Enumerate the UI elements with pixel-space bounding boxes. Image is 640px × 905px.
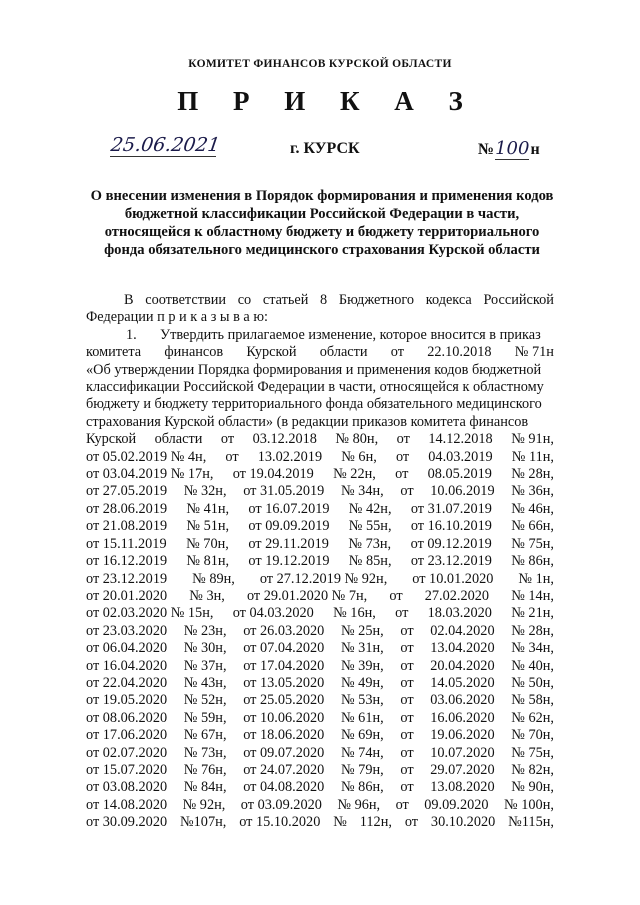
document-type-title: П Р И К А З	[177, 86, 477, 116]
date-underline	[110, 156, 216, 157]
amendment-row	[86, 675, 554, 692]
text-token: от 20.01.2020	[86, 587, 168, 604]
amendment-list	[86, 431, 554, 831]
text-token: 112н,	[359, 814, 392, 831]
text-token: от	[400, 744, 414, 761]
text-token: № 100н,	[504, 796, 554, 813]
text-token: комитета	[86, 344, 142, 361]
paragraph-line	[86, 344, 554, 361]
text-token: № 92н,	[182, 796, 226, 813]
amendment-row	[86, 710, 554, 727]
amendment-row	[86, 605, 554, 622]
text-token: № 81н,	[186, 553, 230, 570]
text-token: от	[395, 448, 410, 465]
text-token: № 6н,	[341, 448, 377, 465]
text-token: № 86н,	[340, 779, 384, 796]
amendment-row	[86, 762, 554, 779]
text-token: № 86н,	[511, 553, 554, 570]
text-token: от 21.08.2019	[86, 518, 168, 535]
text-token: № 85н,	[348, 553, 392, 570]
text-token: 30.10.2020	[430, 814, 496, 831]
text-token: № 62н,	[511, 709, 554, 726]
text-token: от 16.12.2019	[86, 553, 168, 570]
text-token: от 02.07.2020	[86, 744, 168, 761]
text-token: от 02.03.2020 № 15н,	[86, 605, 214, 622]
text-token: от 13.05.2020	[243, 674, 325, 691]
paragraph-line: страхования Курской области» (в редакции приказов комитета финансов	[86, 413, 529, 430]
text-token: Курской	[246, 344, 297, 361]
title-line: О внесении изменения в Порядок формирования и применения кодов	[90, 188, 554, 204]
item-number: 1.	[126, 326, 137, 343]
text-token: № 52н,	[183, 692, 227, 709]
text-token: 14.12.2018	[428, 431, 493, 448]
text-token: от 15.10.2020	[239, 814, 321, 831]
text-token: от	[220, 431, 235, 448]
text-token: от 10.06.2020	[243, 709, 325, 726]
amendment-row	[86, 692, 554, 709]
text-token: от	[225, 448, 239, 465]
text-token: от 16.07.2019	[248, 500, 330, 517]
text-token: от 28.06.2019	[86, 500, 168, 517]
text-token: № 11н,	[511, 448, 554, 465]
text-token: № 25н,	[340, 622, 384, 639]
text-token: от 19.04.2019	[232, 466, 314, 483]
text-token: 09.09.2020	[424, 796, 489, 813]
text-token: от 25.05.2020	[243, 692, 325, 709]
text-token: № 55н,	[348, 518, 392, 535]
amendment-row	[86, 623, 554, 640]
text-token: 08.05.2019	[427, 466, 492, 483]
number-suffix: н	[530, 141, 540, 158]
paragraph-line: классификации Российской Федерации в части, относящейся к областному	[86, 379, 544, 396]
text-token: № 90н,	[511, 779, 554, 796]
text-token: № 79н,	[340, 761, 384, 778]
text-token: от	[400, 761, 414, 778]
text-token: от 27.12.2019 № 92н,	[259, 570, 388, 587]
text-token: Курской	[86, 431, 137, 448]
amendment-row	[86, 745, 554, 762]
text-token: от 31.05.2019	[243, 483, 325, 500]
text-token: № 14н,	[511, 587, 554, 604]
amendment-row	[86, 797, 554, 814]
text-token: от	[395, 796, 409, 813]
text-token: от 08.06.2020	[86, 709, 168, 726]
text-token: от 24.07.2020	[243, 761, 325, 778]
text-token: 13.04.2020	[430, 640, 495, 657]
text-token: № 28н,	[511, 622, 554, 639]
text-token: В	[124, 292, 134, 308]
text-token: №	[333, 814, 347, 831]
title-line: фонда обязательного медицинского страхования Курской области	[104, 242, 540, 258]
text-token: № 59н,	[183, 709, 227, 726]
text-token: Бюджетного	[338, 292, 415, 308]
text-token: кодекса	[425, 292, 472, 308]
paragraph-line	[86, 292, 554, 309]
text-token: от 23.03.2020	[86, 622, 168, 639]
text-token: № 34н,	[340, 483, 384, 500]
order-body	[86, 292, 554, 832]
text-token: № 61н,	[340, 709, 384, 726]
text-token: от 31.07.2019	[410, 500, 492, 517]
title-line: бюджетной классификации Российской Федерации в части,	[124, 206, 520, 222]
text-token: от	[404, 814, 419, 831]
text-token: от 16.04.2020	[86, 657, 168, 674]
text-token: от 17.04.2020	[243, 657, 325, 674]
text-token: от 23.12.2019	[86, 570, 168, 587]
text-token: № 49н,	[340, 674, 384, 691]
text-token: № 66н,	[511, 518, 554, 535]
amendment-row	[86, 449, 554, 466]
text-token: области	[319, 344, 368, 361]
text-token: от	[400, 727, 414, 744]
amendment-row	[86, 466, 554, 483]
text-token: № 23н,	[183, 622, 227, 639]
paragraph-line: Федерации п р и к а з ы в а ю:	[86, 309, 269, 326]
text-token: № 82н,	[511, 761, 554, 778]
text-token: № 50н,	[511, 674, 554, 691]
text-token: № 43н,	[183, 674, 227, 691]
text-token: № 70н,	[186, 535, 229, 552]
text-token: от 23.12.2019	[410, 553, 492, 570]
amendment-row	[86, 518, 554, 535]
text-token: 10.06.2019	[430, 483, 495, 500]
amendment-row	[86, 727, 554, 744]
text-token: № 96н,	[337, 796, 381, 813]
city-label: г. КУРСК	[290, 140, 360, 157]
amendment-row	[86, 483, 554, 500]
amendment-row	[86, 588, 554, 605]
text-token: от 16.10.2019	[410, 518, 492, 535]
amendment-row	[86, 501, 554, 518]
text-token: от 04.03.2020	[232, 605, 314, 622]
text-token: от	[400, 779, 414, 796]
text-token: № 46н,	[511, 500, 554, 517]
text-token: № 3н,	[189, 587, 225, 604]
text-token: от 18.06.2020	[243, 727, 325, 744]
text-token: от	[400, 483, 414, 500]
order-number	[478, 138, 540, 160]
text-token: № 70н,	[511, 727, 554, 744]
text-token: №107н,	[180, 814, 227, 831]
amendment-row	[86, 553, 554, 570]
text-token: № 16н,	[333, 605, 376, 622]
text-token: № 84н,	[183, 779, 227, 796]
text-token: 03.12.2018	[252, 431, 317, 448]
text-token: № 30н,	[183, 640, 227, 657]
text-token: № 89н,	[192, 570, 235, 587]
text-token: от 15.07.2020	[86, 761, 168, 778]
paragraph-line: «Об утверждении Порядка формирования и применения кодов бюджетной	[86, 361, 542, 378]
text-token: области	[154, 431, 203, 448]
text-token: № 75н,	[511, 744, 554, 761]
text-token: финансов	[164, 344, 224, 361]
list-item-line	[86, 327, 554, 344]
text-token: № 67н,	[183, 727, 227, 744]
text-token: 19.06.2020	[430, 727, 495, 744]
text-token: № 37н,	[183, 657, 227, 674]
text-token: от 29.01.2020 № 7н,	[246, 587, 368, 604]
text-token: от 22.04.2020	[86, 674, 168, 691]
text-token: № 1н,	[518, 570, 554, 587]
text-token: № 40н,	[511, 657, 554, 674]
text-token: № 75н,	[511, 535, 554, 552]
text-token: от	[400, 692, 414, 709]
text-token: № 71н	[514, 344, 554, 361]
text-token: от 03.09.2020	[240, 796, 322, 813]
text-token: № 36н,	[511, 483, 554, 500]
text-token: № 42н,	[348, 500, 392, 517]
text-token: от 27.05.2019	[86, 483, 168, 500]
text-token: от	[389, 587, 403, 604]
paragraph-line: бюджету и бюджету территориального фонда обязательного медицинского	[86, 396, 542, 413]
amendment-row	[86, 640, 554, 657]
text-token: 14.05.2020	[430, 674, 495, 691]
text-token: от 19.05.2020	[86, 692, 168, 709]
title-line: относящейся к областному бюджету и бюджету территориального	[104, 224, 540, 240]
text-token: соответствии	[145, 292, 227, 308]
text-token: № 76н,	[183, 761, 227, 778]
text-token: 04.03.2019	[428, 448, 493, 465]
text-token: от 30.09.2020	[86, 814, 168, 831]
committee-header: КОМИТЕТ ФИНАНСОВ КУРСКОЙ ОБЛАСТИ	[188, 58, 452, 70]
text-token: от 07.04.2020	[243, 640, 325, 657]
amendment-row	[86, 814, 554, 831]
amendment-row	[86, 536, 554, 553]
text-token: от 09.07.2020	[243, 744, 325, 761]
text-token: №115н,	[508, 814, 554, 831]
text-token: от	[400, 640, 414, 657]
amendment-row	[86, 658, 554, 675]
handwritten-date: 25.06.2021	[109, 134, 222, 156]
handwritten-number: 100	[495, 138, 530, 159]
text-token: от 15.11.2019	[86, 535, 167, 552]
text-token: от 19.12.2019	[248, 553, 330, 570]
text-token: № 22н,	[333, 466, 376, 483]
text-token: 13.02.2019	[257, 448, 323, 465]
amendment-row	[86, 779, 554, 796]
text-token: № 21н,	[511, 605, 554, 622]
number-prefix: №	[478, 141, 495, 158]
text-token: со	[237, 292, 252, 308]
text-token: № 41н,	[186, 500, 230, 517]
text-token: 22.10.2018	[427, 344, 492, 361]
text-token: от 09.09.2019	[248, 518, 330, 535]
text-token: 29.07.2020	[430, 761, 495, 778]
amendment-row	[86, 571, 554, 588]
text-token: от 17.06.2020	[86, 727, 168, 744]
text-token: № 91н,	[511, 431, 554, 448]
text-token: № 32н,	[183, 483, 227, 500]
text-token: от	[400, 709, 414, 726]
text-token: 20.04.2020	[430, 657, 495, 674]
text-token: 8	[320, 292, 328, 308]
text-token: от 04.08.2020	[243, 779, 325, 796]
text-token: № 80н,	[335, 431, 379, 448]
text-token: Российской	[483, 292, 554, 308]
text-token: от	[395, 605, 409, 622]
text-token: № 58н,	[511, 692, 554, 709]
text-token: № 31н,	[340, 640, 384, 657]
text-token: от	[396, 431, 410, 448]
text-token: от 09.12.2019	[410, 535, 492, 552]
text-token: 18.03.2020	[427, 605, 492, 622]
text-token: № 28н,	[511, 466, 554, 483]
text-token: от 06.04.2020	[86, 640, 168, 657]
order-title	[80, 187, 564, 259]
text-token: № 39н,	[340, 657, 384, 674]
text-token: от 14.08.2020	[86, 796, 168, 813]
text-token: № 51н,	[186, 518, 230, 535]
text-token: от	[395, 466, 409, 483]
text-token: статьей	[262, 292, 309, 308]
text-token: от	[400, 674, 414, 691]
text-token: от 03.04.2019 № 17н,	[86, 466, 214, 483]
text-token: № 34н,	[511, 640, 554, 657]
text-token: № 53н,	[340, 692, 384, 709]
text-token: от	[400, 657, 414, 674]
text-token: 03.06.2020	[430, 692, 495, 709]
text-token: 16.06.2020	[430, 709, 495, 726]
text-token: № 73н,	[348, 535, 392, 552]
text-token: от 05.02.2019 № 4н,	[86, 448, 207, 465]
text-token: от 03.08.2020	[86, 779, 168, 796]
text-token: 13.08.2020	[430, 779, 495, 796]
amendment-row	[86, 431, 554, 448]
text-token: от 29.11.2019	[248, 535, 329, 552]
text-token: № 69н,	[340, 727, 384, 744]
text-token: от 26.03.2020	[243, 622, 325, 639]
text-token: от	[400, 622, 414, 639]
text-token: № 74н,	[340, 744, 384, 761]
text-token: от 10.01.2020	[412, 570, 494, 587]
text-token: от	[390, 344, 404, 361]
text-token: № 73н,	[183, 744, 227, 761]
text-token: 02.04.2020	[430, 622, 495, 639]
text-token: 10.07.2020	[430, 744, 495, 761]
item-text: Утвердить прилагаемое изменение, которое вносится в приказ	[160, 326, 541, 343]
text-token: 27.02.2020	[424, 587, 490, 604]
